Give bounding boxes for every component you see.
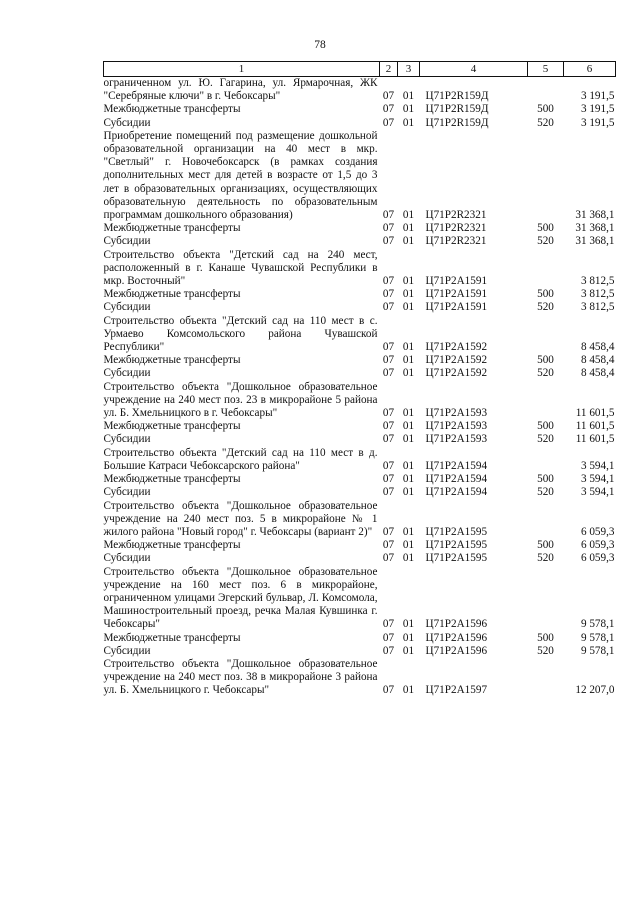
row-subsection: 01 <box>402 525 415 538</box>
row-section: 07 <box>382 684 395 697</box>
row-name: Субсидии <box>103 116 151 129</box>
row-expense-type: 500 <box>537 354 554 367</box>
row-subsection: 01 <box>402 459 415 472</box>
row-expense-type: 500 <box>537 539 554 552</box>
row-name: Межбюджетные трансферты <box>103 354 241 367</box>
row-expense-type: 500 <box>537 222 554 235</box>
page-number: 78 <box>314 39 326 51</box>
row-amount: 3 594,1 <box>580 486 615 499</box>
row-subsection: 01 <box>402 539 415 552</box>
row-amount: 3 812,5 <box>580 288 615 301</box>
row-name: Межбюджетные трансферты <box>103 103 241 116</box>
row-section: 07 <box>382 354 395 367</box>
row-section: 07 <box>382 103 395 116</box>
table-row <box>104 658 616 698</box>
table-row <box>104 433 616 446</box>
row-section: 07 <box>382 618 395 631</box>
row-expense-type: 500 <box>537 288 554 301</box>
row-target-code: Ц71Р2R2321 <box>425 235 487 248</box>
row-expense-type: 520 <box>537 552 554 565</box>
row-amount: 31 368,1 <box>575 209 615 222</box>
row-amount: 11 601,5 <box>575 407 615 420</box>
row-target-code: Ц71Р2А1594 <box>425 459 488 472</box>
row-target-code: Ц71Р2А1595 <box>425 552 488 565</box>
row-section: 07 <box>382 275 395 288</box>
row-amount: 3 812,5 <box>580 301 615 314</box>
row-expense-type: 500 <box>537 103 554 116</box>
row-amount: 6 059,3 <box>580 552 615 565</box>
row-expense-type: 500 <box>537 473 554 486</box>
row-amount: 8 458,4 <box>580 341 615 354</box>
row-name: Субсидии <box>103 552 151 565</box>
row-subsection: 01 <box>402 552 415 565</box>
row-name: Строительство объекта "Детский сад на 240 мест, расположенный в г. Канаше Чувашской Республики в мкр. Восточный" <box>103 248 378 288</box>
table-row <box>104 473 616 486</box>
row-subsection: 01 <box>402 618 415 631</box>
row-section: 07 <box>382 420 395 433</box>
table-row <box>104 381 616 421</box>
row-expense-type: 520 <box>537 116 554 129</box>
row-amount: 12 207,0 <box>575 684 615 697</box>
row-subsection: 01 <box>402 684 415 697</box>
row-name: Межбюджетные трансферты <box>103 288 241 301</box>
row-expense-type <box>528 130 564 222</box>
row-expense-type: 520 <box>537 235 554 248</box>
table-row <box>104 249 616 289</box>
row-subsection: 01 <box>402 367 415 380</box>
row-name: Строительство объекта "Дошкольное образовательное учреждение на 240 мест поз. 23 в микрорайоне 5 района ул. Б. Хмельницкого в г. Чебоксары" <box>103 380 378 420</box>
table-row <box>104 632 616 645</box>
row-target-code: Ц71Р2А1596 <box>425 631 488 644</box>
row-subsection: 01 <box>402 116 415 129</box>
row-target-code: Ц71Р2R159Д <box>425 90 489 103</box>
row-section: 07 <box>382 525 395 538</box>
table-row <box>104 367 616 380</box>
row-expense-type <box>528 500 564 540</box>
table-row <box>104 77 616 104</box>
column-header-3: 3 <box>398 62 420 77</box>
row-amount: 11 601,5 <box>575 420 615 433</box>
row-name: Приобретение помещений под размещение дошкольной образовательной организации на 40 мест в мкр. "Светлый" г. Новочебоксарск (в рамках создания дополнительных мест для детей в возрасте от 1,5 до 3 лет в образовательных организациях, осуществляющих образовательную деятельность по образовательным программам дошкольного образования) <box>103 129 378 222</box>
row-name: Строительство объекта "Детский сад на 110 мест в д. Большие Катраси Чебоксарского района" <box>103 446 378 472</box>
row-target-code: Ц71Р2А1591 <box>425 275 488 288</box>
table-row <box>104 222 616 235</box>
row-subsection: 01 <box>402 644 415 657</box>
table-row <box>104 301 616 314</box>
row-name: Строительство объекта "Дошкольное образовательное учреждение на 160 мест поз. 6 в микрорайоне, ограниченном улицами Эгерский бульвар, Л. Комсомола, Машиностроительный проезд, речка Малая Кувшинка г. Чебоксары" <box>103 565 378 631</box>
row-target-code: Ц71Р2R159Д <box>425 116 489 129</box>
row-target-code: Ц71Р2А1597 <box>425 684 488 697</box>
row-name: Межбюджетные трансферты <box>103 420 241 433</box>
row-target-code: Ц71Р2А1593 <box>425 420 488 433</box>
row-amount: 9 578,1 <box>580 631 615 644</box>
row-section: 07 <box>382 459 395 472</box>
row-section: 07 <box>382 235 395 248</box>
row-name: Строительство объекта "Дошкольное образовательное учреждение на 240 мест поз. 5 в микрорайоне № 1 жилого района "Новый город" г. Чебоксары (вариант 2)" <box>103 499 378 538</box>
table-row <box>104 130 616 222</box>
row-target-code: Ц71Р2А1592 <box>425 341 488 354</box>
row-amount: 31 368,1 <box>575 222 615 235</box>
row-amount: 31 368,1 <box>575 235 615 248</box>
row-name: Строительство объекта "Детский сад на 110 мест в с. Урмаево Комсомольского района Чувашской Республики" <box>103 314 378 354</box>
row-target-code: Ц71Р2А1592 <box>425 354 488 367</box>
row-name: Межбюджетные трансферты <box>103 222 241 235</box>
row-subsection: 01 <box>402 235 415 248</box>
table-row <box>104 420 616 433</box>
row-section: 07 <box>382 644 395 657</box>
row-section: 07 <box>382 209 395 222</box>
row-amount: 3 191,5 <box>580 116 615 129</box>
row-amount: 3 812,5 <box>580 275 615 288</box>
row-section: 07 <box>382 407 395 420</box>
row-target-code: Ц71Р2А1593 <box>425 407 488 420</box>
column-header-5: 5 <box>528 62 564 77</box>
row-amount: 9 578,1 <box>580 644 615 657</box>
table-row <box>104 354 616 367</box>
table-row <box>104 539 616 552</box>
budget-table <box>103 61 616 698</box>
row-subsection: 01 <box>402 90 415 103</box>
row-expense-type <box>528 566 564 632</box>
row-expense-type <box>528 658 564 698</box>
row-target-code: Ц71Р2R2321 <box>425 209 487 222</box>
row-name: Субсидии <box>103 367 151 380</box>
row-section: 07 <box>382 90 395 103</box>
row-name: Межбюджетные трансферты <box>103 473 241 486</box>
row-amount: 3 594,1 <box>580 459 615 472</box>
column-header-4: 4 <box>420 62 528 77</box>
row-name: Субсидии <box>103 235 151 248</box>
row-expense-type <box>528 381 564 421</box>
row-target-code: Ц71Р2R2321 <box>425 222 487 235</box>
table-row <box>104 315 616 355</box>
row-section: 07 <box>382 539 395 552</box>
row-target-code: Ц71Р2А1595 <box>425 525 488 538</box>
table-row <box>104 447 616 473</box>
row-target-code: Ц71Р2R159Д <box>425 103 489 116</box>
row-subsection: 01 <box>402 301 415 314</box>
row-amount: 3 191,5 <box>580 90 615 103</box>
row-name: Межбюджетные трансферты <box>103 539 241 552</box>
row-amount: 6 059,3 <box>580 525 615 538</box>
row-subsection: 01 <box>402 222 415 235</box>
row-expense-type <box>528 249 564 289</box>
row-subsection: 01 <box>402 433 415 446</box>
row-section: 07 <box>382 288 395 301</box>
row-expense-type: 520 <box>537 433 554 446</box>
row-expense-type: 520 <box>537 486 554 499</box>
table-row <box>104 500 616 540</box>
row-section: 07 <box>382 486 395 499</box>
column-header-1: 1 <box>104 62 380 77</box>
row-target-code: Ц71Р2А1595 <box>425 539 488 552</box>
row-amount: 3 191,5 <box>580 103 615 116</box>
row-expense-type: 520 <box>537 367 554 380</box>
row-section: 07 <box>382 473 395 486</box>
row-subsection: 01 <box>402 288 415 301</box>
row-subsection: 01 <box>402 407 415 420</box>
row-amount: 3 594,1 <box>580 473 615 486</box>
row-subsection: 01 <box>402 420 415 433</box>
row-target-code: Ц71Р2А1594 <box>425 486 488 499</box>
row-target-code: Ц71Р2А1596 <box>425 644 488 657</box>
table-row <box>104 486 616 499</box>
row-section: 07 <box>382 301 395 314</box>
row-expense-type <box>528 315 564 355</box>
row-name: ограниченном ул. Ю. Гагарина, ул. Ярмарочная, ЖК "Серебряные ключи" в г. Чебоксары" <box>103 77 378 103</box>
row-name: Строительство объекта "Дошкольное образовательное учреждение на 240 мест поз. 38 в микрорайоне 3 района ул. Б. Хмельницкого г. Чебоксары" <box>103 657 378 697</box>
table-row <box>104 117 616 130</box>
row-expense-type <box>528 77 564 104</box>
table-row <box>104 288 616 301</box>
row-section: 07 <box>382 552 395 565</box>
row-amount: 9 578,1 <box>580 618 615 631</box>
row-section: 07 <box>382 341 395 354</box>
row-section: 07 <box>382 116 395 129</box>
table-row <box>104 552 616 565</box>
table-row <box>104 103 616 116</box>
row-amount: 11 601,5 <box>575 433 615 446</box>
row-target-code: Ц71Р2А1593 <box>425 433 488 446</box>
row-target-code: Ц71Р2А1594 <box>425 473 488 486</box>
row-target-code: Ц71Р2А1591 <box>425 301 488 314</box>
row-target-code: Ц71Р2А1596 <box>425 618 488 631</box>
row-subsection: 01 <box>402 341 415 354</box>
row-amount: 6 059,3 <box>580 539 615 552</box>
row-name: Субсидии <box>103 301 151 314</box>
row-expense-type: 500 <box>537 631 554 644</box>
row-expense-type: 520 <box>537 301 554 314</box>
row-name: Субсидии <box>103 486 151 499</box>
row-subsection: 01 <box>402 103 415 116</box>
column-header-6: 6 <box>564 62 616 77</box>
row-target-code: Ц71Р2А1592 <box>425 367 488 380</box>
row-subsection: 01 <box>402 631 415 644</box>
row-expense-type: 520 <box>537 644 554 657</box>
row-expense-type: 500 <box>537 420 554 433</box>
row-section: 07 <box>382 222 395 235</box>
row-amount: 8 458,4 <box>580 354 615 367</box>
row-subsection: 01 <box>402 354 415 367</box>
row-section: 07 <box>382 631 395 644</box>
table-row <box>104 235 616 248</box>
row-subsection: 01 <box>402 473 415 486</box>
row-name: Субсидии <box>103 433 151 446</box>
table-row <box>104 566 616 632</box>
row-subsection: 01 <box>402 486 415 499</box>
row-subsection: 01 <box>402 209 415 222</box>
row-section: 07 <box>382 433 395 446</box>
column-header-2: 2 <box>380 62 398 77</box>
row-target-code: Ц71Р2А1591 <box>425 288 488 301</box>
table-row <box>104 645 616 658</box>
column-numbers-row <box>104 62 616 77</box>
row-expense-type <box>528 447 564 473</box>
row-subsection: 01 <box>402 275 415 288</box>
row-name: Межбюджетные трансферты <box>103 631 241 644</box>
row-name: Субсидии <box>103 644 151 657</box>
row-amount: 8 458,4 <box>580 367 615 380</box>
row-section: 07 <box>382 367 395 380</box>
